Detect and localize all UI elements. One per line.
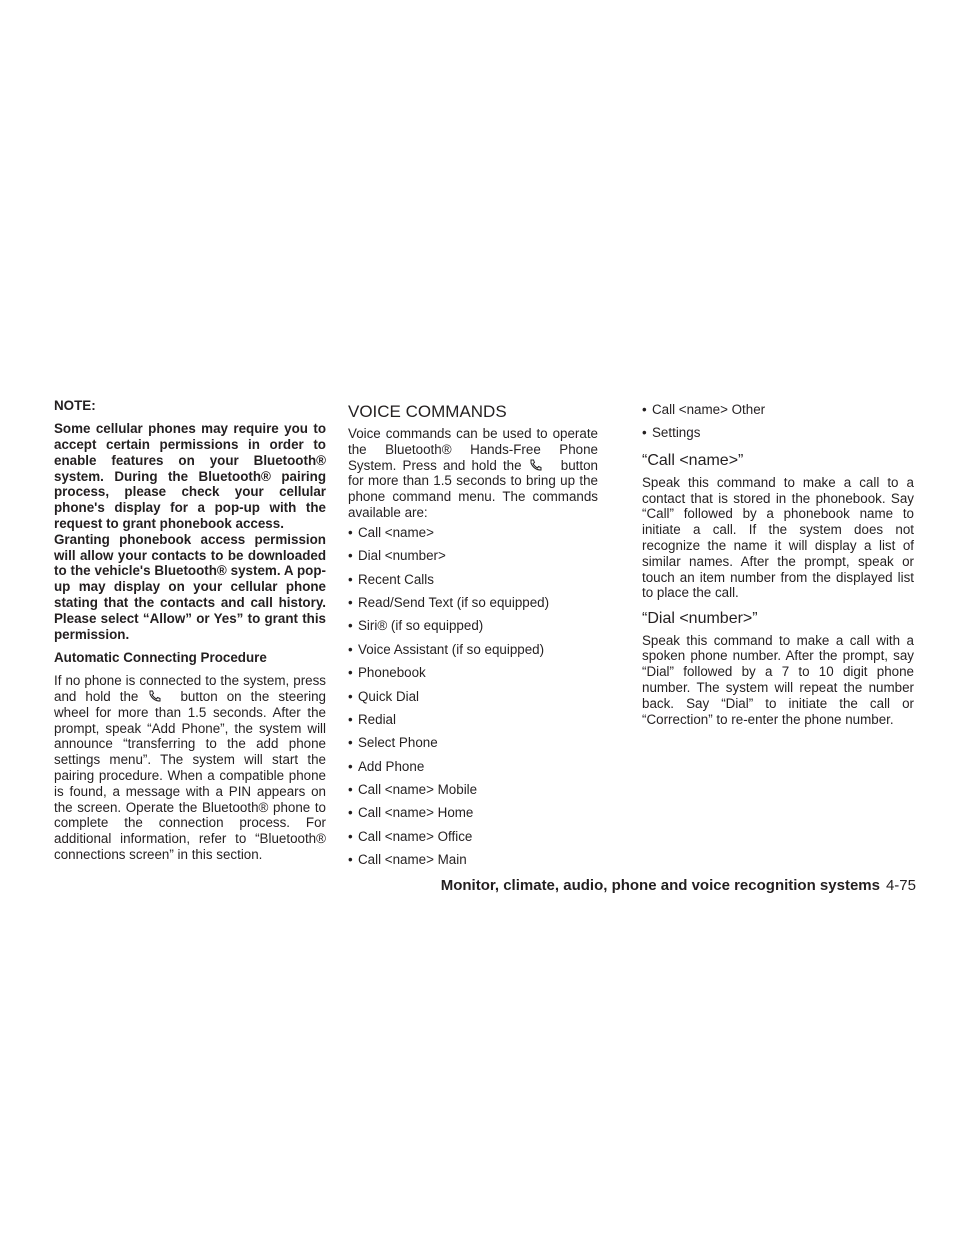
- list-item: • Phonebook: [348, 665, 598, 688]
- note-paragraph-1: Some cellular phones may require you to accept certain permissions in order to enable features on your Bluetooth® system. During the Bluetooth® pairing process, please check your cellular phone's display for a pop-up with the request to grant phonebook access.: [54, 421, 326, 532]
- call-name-heading: “Call <name>”: [642, 451, 744, 469]
- intro-text-b: button for more than 1.5 seconds to bring up the phone command menu. The commands available are:: [348, 457, 598, 520]
- list-item: • Add Phone: [348, 759, 598, 782]
- left-column: [54, 398, 326, 870]
- procedure-text: [54, 673, 326, 863]
- command-list-continued: [642, 402, 914, 449]
- dial-number-text: Speak this command to make a call with a spoken phone number. After the prompt, say “Dial” followed by a 7 to 10 digit phone number. The system will repeat the number back. Say “Dial” to initiate the call or “Correction” to re-enter the phone number.: [642, 632, 914, 727]
- note-paragraph-2: Granting phonebook access permission will allow your contacts to be downloaded to the vehicle's Bluetooth® system. A pop-up may display on your cellular phone stating that the contacts and call history. Please select “Allow” or Yes” to grant this permission.: [54, 531, 326, 642]
- note-label: NOTE:: [54, 398, 96, 413]
- chapter-title: Monitor, climate, audio, phone and voice recognition systems: [440, 877, 880, 894]
- page-number: 4-75: [885, 877, 916, 894]
- voice-commands-intro: [348, 426, 598, 521]
- list-item: • Quick Dial: [348, 689, 598, 712]
- list-item: • Settings: [642, 425, 914, 448]
- list-item: • Call <name> Mobile: [348, 782, 598, 805]
- phone-talk-icon: [529, 459, 543, 471]
- list-item: • Call <name> Home: [348, 805, 598, 828]
- list-item: • Call <name>: [348, 525, 598, 548]
- dial-number-heading: “Dial <number>”: [642, 609, 758, 627]
- right-column: [642, 398, 914, 735]
- intro-text-a: Voice commands can be used to operate the Bluetooth® Hands-Free Phone System. Press and hold the: [348, 426, 598, 473]
- page-footer: [420, 876, 916, 896]
- list-item: • Select Phone: [348, 735, 598, 758]
- list-item: • Redial: [348, 712, 598, 735]
- phone-talk-icon: [148, 690, 162, 702]
- command-list: [348, 525, 598, 876]
- list-item: • Read/Send Text (if so equipped): [348, 595, 598, 618]
- procedure-title: Automatic Connecting Procedure: [54, 649, 267, 665]
- list-item: • Dial <number>: [348, 548, 598, 571]
- list-item: • Recent Calls: [348, 572, 598, 595]
- list-item: • Call <name> Office: [348, 829, 598, 852]
- voice-commands-heading: VOICE COMMANDS: [348, 402, 507, 421]
- middle-column: [348, 398, 598, 876]
- procedure-text-b: button on the steering wheel for more than 1.5 seconds. After the prompt, speak “Add Phone”, the system will announce “transferring to the add phone settings menu”. The system will start the pairing procedure. When a compatible phone is found, a message with a PIN appears on the screen. Operate the Bluetooth® phone to complete the connection process. For additional information, refer to “Bluetooth® connections screen” in this section.: [54, 689, 326, 863]
- list-item: • Call <name> Main: [348, 852, 598, 875]
- list-item: • Call <name> Other: [642, 402, 914, 425]
- list-item: • Siri® (if so equipped): [348, 618, 598, 641]
- list-item: • Voice Assistant (if so equipped): [348, 642, 598, 665]
- call-name-text: Speak this command to make a call to a contact that is stored in the phonebook. Say “Call” followed by a phonebook name to initiate a call. If the system does not recognize the name it will display a list of similar names. After the prompt, speak or touch an item number from the displayed list to place the call.: [642, 474, 914, 601]
- procedure-text-a: If no phone is connected to the system, press and hold the: [54, 673, 326, 705]
